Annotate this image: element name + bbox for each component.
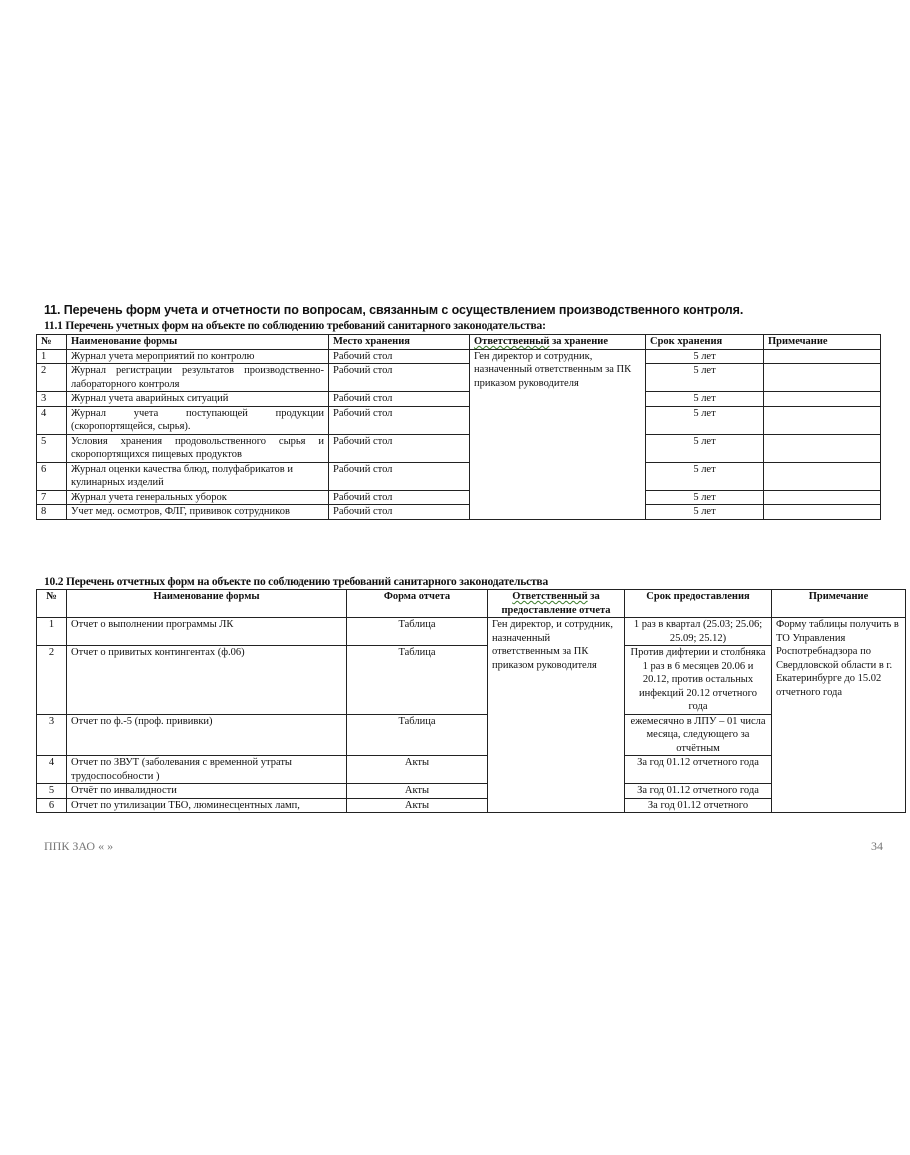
row-num: 2 (37, 364, 67, 392)
row-name: Журнал учета генеральных уборок (67, 490, 329, 505)
row-form: Таблица (347, 646, 488, 715)
row-note (764, 392, 881, 407)
row-name: Журнал оценки качества блюд, полуфабрикатов и кулинарных изделий (67, 462, 329, 490)
row-term: 5 лет (646, 406, 764, 434)
row-name: Условия хранения продовольственного сырья и скоропортящихся пищевых продуктов (67, 434, 329, 462)
row-form: Акты (347, 798, 488, 813)
row-num: 1 (37, 349, 67, 364)
row-note (764, 349, 881, 364)
responsible-rest: за хранение (549, 336, 608, 347)
col-header-responsible (488, 590, 625, 618)
report-forms-table (36, 589, 906, 813)
note-cell: Форму таблицы получить в ТО Управления Роспотребнадзора по Свердловской области в г. Екатеринбурге до 15.02 отчетного года (772, 618, 906, 813)
row-num: 4 (37, 756, 67, 784)
row-term: За год 01.12 отчетного (625, 798, 772, 813)
row-num: 1 (37, 618, 67, 646)
row-term: 5 лет (646, 434, 764, 462)
responsible-cell: Ген директор и сотрудник, назначенный ответственным за ПК приказом руководителя (470, 349, 646, 519)
row-place: Рабочий стол (329, 490, 470, 505)
col-header-name: Наименование формы (67, 335, 329, 350)
row-name: Журнал регистрации результатов производственно-лабораторного контроля (67, 364, 329, 392)
row-term: ежемесячно в ЛПУ – 01 числа месяца, следующего за отчётным (625, 714, 772, 756)
row-name: Отчет о выполнении программы ЛК (67, 618, 347, 646)
row-place: Рабочий стол (329, 406, 470, 434)
row-name: Отчет о привитых контингентах (ф.06) (67, 646, 347, 715)
table-row (37, 462, 881, 490)
col-header-form: Форма отчета (347, 590, 488, 618)
row-term: За год 01.12 отчетного года (625, 756, 772, 784)
row-note (764, 490, 881, 505)
row-term: 5 лет (646, 462, 764, 490)
row-place: Рабочий стол (329, 364, 470, 392)
row-name: Отчет по ф.-5 (проф. прививки) (67, 714, 347, 756)
row-name: Отчет по ЗВУТ (заболевания с временной утраты трудоспособности ) (67, 756, 347, 784)
page-number: 34 (871, 839, 883, 853)
accounting-forms-table (36, 334, 881, 520)
row-place: Рабочий стол (329, 505, 470, 520)
table-row (37, 364, 881, 392)
row-name: Отчет по утилизации ТБО, люминесцентных ламп, (67, 798, 347, 813)
row-name: Журнал учета мероприятий по контролю (67, 349, 329, 364)
col-header-place: Место хранения (329, 335, 470, 350)
row-num: 5 (37, 784, 67, 799)
row-place: Рабочий стол (329, 462, 470, 490)
row-form: Таблица (347, 714, 488, 756)
table-row (37, 392, 881, 407)
table2-title: 10.2 Перечень отчетных форм на объекте по соблюдению требований санитарного законодательства (44, 576, 548, 588)
row-note (764, 505, 881, 520)
row-num: 6 (37, 798, 67, 813)
row-num: 2 (37, 646, 67, 715)
col-header-note: Примечание (772, 590, 906, 618)
table-row (37, 434, 881, 462)
row-num: 7 (37, 490, 67, 505)
row-num: 4 (37, 406, 67, 434)
row-note (764, 364, 881, 392)
row-place: Рабочий стол (329, 349, 470, 364)
row-form: Таблица (347, 618, 488, 646)
row-note (764, 434, 881, 462)
row-term: 1 раз в квартал (25.03; 25.06; 25.09; 25.12) (625, 618, 772, 646)
row-term: За год 01.12 отчетного года (625, 784, 772, 799)
responsible-rest: за предоставление отчета (501, 591, 611, 616)
footer-company: ППК ЗАО « » (44, 839, 114, 853)
row-term: 5 лет (646, 392, 764, 407)
section-heading: 11. Перечень форм учета и отчетности по вопросам, связанным с осуществлением производственного контроля. (44, 303, 744, 317)
table-header-row (37, 590, 906, 618)
row-num: 3 (37, 392, 67, 407)
row-term: Против дифтерии и столбняка 1 раз в 6 месяцев 20.06 и 20.12, против остальных инфекций 20.12 отчетного года (625, 646, 772, 715)
row-term: 5 лет (646, 490, 764, 505)
row-name: Отчёт по инвалидности (67, 784, 347, 799)
row-term: 5 лет (646, 505, 764, 520)
col-header-responsible (470, 335, 646, 350)
responsible-word: Ответственный (512, 591, 588, 602)
row-num: 5 (37, 434, 67, 462)
row-term: 5 лет (646, 349, 764, 364)
row-note (764, 406, 881, 434)
table-row (37, 349, 881, 364)
row-num: 3 (37, 714, 67, 756)
col-header-term: Срок хранения (646, 335, 764, 350)
row-num: 8 (37, 505, 67, 520)
table-row (37, 505, 881, 520)
table-row (37, 490, 881, 505)
row-name: Журнал учета аварийных ситуаций (67, 392, 329, 407)
table-row (37, 618, 906, 646)
row-form: Акты (347, 784, 488, 799)
col-header-name: Наименование формы (67, 590, 347, 618)
responsible-word: Ответственный (474, 336, 550, 347)
table1-title: 11.1 Перечень учетных форм на объекте по соблюдению требований санитарного законодательства: (44, 320, 546, 332)
row-name: Журнал учета поступающей продукции (скоропортящейся, сырья). (67, 406, 329, 434)
row-term: 5 лет (646, 364, 764, 392)
col-header-note: Примечание (764, 335, 881, 350)
responsible-cell: Ген директор, и сотрудник, назначенный ответственным за ПК приказом руководителя (488, 618, 625, 813)
table-row (37, 406, 881, 434)
row-name: Учет мед. осмотров, ФЛГ, прививок сотрудников (67, 505, 329, 520)
col-header-num: № (37, 590, 67, 618)
row-num: 6 (37, 462, 67, 490)
col-header-term: Срок предоставления (625, 590, 772, 618)
row-place: Рабочий стол (329, 434, 470, 462)
row-note (764, 462, 881, 490)
col-header-num: № (37, 335, 67, 350)
table-header-row (37, 335, 881, 350)
row-form: Акты (347, 756, 488, 784)
row-place: Рабочий стол (329, 392, 470, 407)
